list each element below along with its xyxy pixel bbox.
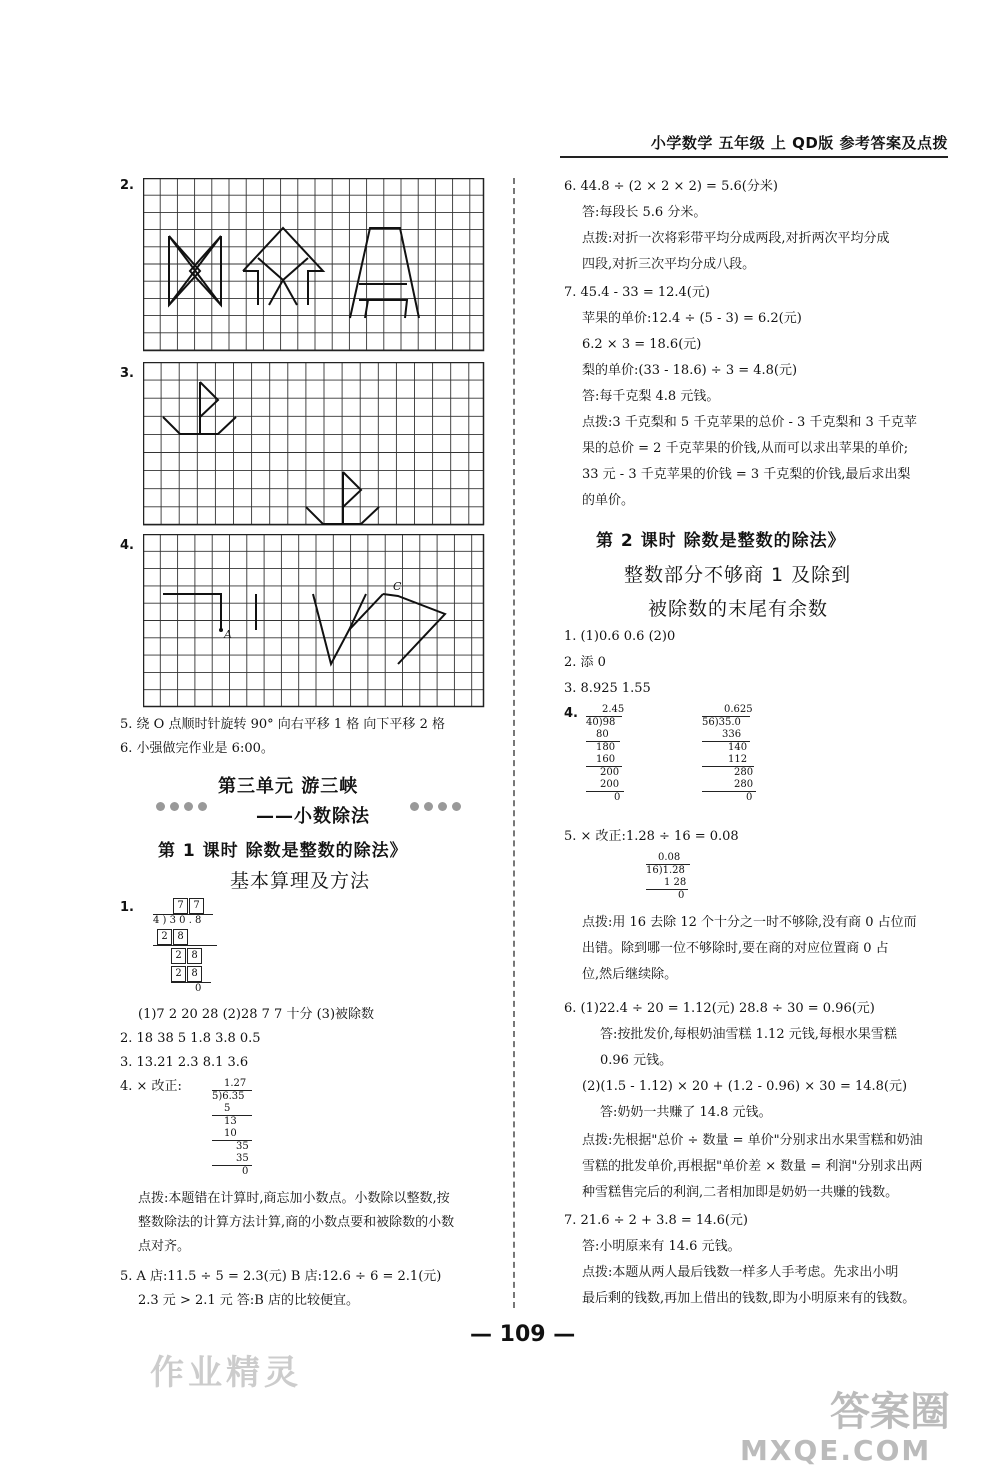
lesson-1-title: 第 1 课时 除数是整数的除法》: [158, 841, 408, 861]
step: 180: [586, 741, 620, 754]
l2-q4-long-division-2: [702, 704, 756, 804]
l2-tip-3: 位,然后继续除。: [582, 967, 678, 982]
dividend-row: 16)1.28: [646, 864, 690, 877]
quotient: 0.625: [724, 704, 753, 715]
step: 1 28: [664, 877, 687, 888]
l1-tip-line-1: 点拨:本题错在计算时,商忘加小数点。小数除以整数,按: [138, 1191, 450, 1206]
l2-question-4-number: 4.: [564, 706, 578, 721]
quotient: 1.27: [224, 1078, 247, 1089]
remainder: 0: [195, 983, 202, 994]
answer-7-line-3: 6.2 × 3 = 18.6(元): [582, 337, 702, 352]
l2-answer-1: 1. (1)0.6 0.6 (2)0: [564, 629, 676, 644]
step: 200: [586, 766, 622, 779]
l2-answer-3: 3. 8.925 1.55: [564, 681, 651, 696]
l2-answer-6-line-4: (2)(1.5 - 1.12) × 20 + (1.2 - 0.96) × 30 = 14.8(元): [582, 1079, 908, 1094]
l1-answer-1: (1)7 2 20 28 (2)28 7 7 十分 (3)被除数: [138, 1007, 375, 1022]
l2-answer-6-line-1: 6. (1)22.4 ÷ 20 = 1.12(元) 28.8 ÷ 30 = 0.96(元): [564, 1001, 875, 1016]
l2-answer-7-line-1: 7. 21.6 ÷ 2 + 3.8 = 14.6(元): [564, 1213, 748, 1228]
lesson-1-subtitle: 基本算理及方法: [230, 870, 371, 892]
step: 80: [596, 729, 609, 740]
answer-5-rotation: 5. 绕 O 点顺时针旋转 90° 向右平移 1 格 向下平移 2 格: [120, 717, 445, 732]
question-4-number: 4.: [120, 538, 134, 553]
l2-answer-2: 2. 添 0: [564, 655, 606, 670]
lesson-2-subtitle-2: 被除数的末尾有余数: [648, 598, 829, 620]
answer-6-line-2: 答:每段长 5.6 分米。: [582, 205, 707, 220]
page-number: — 109 —: [470, 1322, 576, 1347]
remainder: 0: [646, 889, 688, 902]
point-c-label: C: [393, 580, 402, 593]
l2-answer-6-tip-2: 雪糕的批发单价,再根据"单价差 × 数量 = 利润"分别求出两: [582, 1159, 923, 1174]
answer-7-line-4: 梨的单价:(33 - 18.6) ÷ 3 = 4.8(元): [582, 363, 798, 378]
step: 112: [728, 754, 748, 765]
remainder: 0: [586, 791, 624, 804]
grid-figure-q2: [143, 178, 485, 352]
site-watermark-logo: 答案圈: [830, 1389, 950, 1435]
l2-tip-2: 出错。除到哪一位不够除时,要在商的对应位置商 0 占: [582, 941, 889, 956]
unit-subtitle: ——小数除法: [256, 806, 370, 827]
answer-7-tip-1: 点拨:3 千克梨和 5 千克苹果的总价 - 3 千克梨和 3 千克苹: [582, 415, 917, 430]
column-divider: [513, 178, 515, 1308]
grid-figure-q3: [143, 362, 485, 526]
step-digit-box: 8: [173, 929, 188, 945]
l2-answer-6-tip-3: 种雪糕售完后的利润,二者相加即是奶奶一共赚的钱数。: [582, 1185, 899, 1200]
watermark-logo: 作业精灵: [150, 1353, 302, 1393]
step: 35: [212, 1140, 252, 1153]
step-digit-box: 8: [187, 966, 202, 982]
l2-answer-6-tip-1: 点拨:先根据"总价 ÷ 数量 = 单价"分别求出水果雪糕和奶油: [582, 1133, 923, 1148]
decorative-dots-left: [156, 796, 212, 815]
answer-7-tip-2: 果的总价 = 2 千克苹果的价钱,从而可以求出苹果的单价;: [582, 441, 909, 456]
answer-7-line-2: 苹果的单价:12.4 ÷ (5 - 3) = 6.2(元): [582, 311, 802, 326]
answer-7-line-5: 答:每千克梨 4.8 元钱。: [582, 389, 720, 404]
decorative-dots-right: [410, 796, 466, 815]
l2-q4-long-division-1: [586, 704, 624, 804]
answer-7-tip-4: 的单价。: [582, 493, 635, 508]
site-watermark-url: MXQE.COM: [740, 1434, 932, 1467]
dividend-row: 40)98: [586, 716, 622, 729]
step: 5: [224, 1103, 231, 1114]
l1-question-1-number: 1.: [120, 900, 134, 915]
running-header: 小学数学 五年级 上 QD版 参考答案及点拨: [650, 134, 948, 152]
l1-answer-5-line-2: 2.3 元 > 2.1 元 答:B 店的比较便宜。: [138, 1293, 359, 1308]
unit-title: 第三单元 游三峡: [218, 776, 359, 797]
dividend-row: 5)6.35: [212, 1090, 252, 1103]
question-2-number: 2.: [120, 178, 134, 193]
quotient: 2.45: [602, 704, 625, 715]
step: 280: [702, 766, 754, 779]
l2-answer-5: 5. × 改正:1.28 ÷ 16 = 0.08: [564, 829, 739, 844]
dividend-row: 56)35.0: [702, 716, 750, 729]
grid-figure-q4: [143, 534, 485, 708]
l2-answer-6-line-5: 答:奶奶一共赚了 14.8 元钱。: [600, 1105, 772, 1120]
step: 35: [236, 1153, 249, 1164]
quotient-digit-box: 7: [173, 898, 188, 914]
l1-answer-3: 3. 13.21 2.3 8.1 3.6: [120, 1055, 249, 1070]
answer-7-tip-3: 33 元 - 3 千克苹果的价钱 = 3 千克梨的价钱,最后求出梨: [582, 467, 911, 482]
l2-answer-7-tip-1: 点拨:本题从两人最后钱数一样多人手考虑。先求出小明: [582, 1265, 899, 1280]
step-digit-box: 2: [157, 929, 172, 945]
answer-6-tip-2: 四段,对折三次平均分成八段。: [582, 257, 756, 272]
step: 200: [600, 779, 620, 790]
step: 160: [596, 754, 616, 765]
l1-answer-4: 4. × 改正:: [120, 1079, 182, 1094]
quotient-digit-box: 7: [189, 898, 204, 914]
l1-q1-long-division: [145, 898, 217, 995]
l2-answer-6-line-2: 答:按批发价,每根奶油雪糕 1.12 元钱,每根水果雪糕: [600, 1027, 897, 1042]
l1-tip-line-3: 点对齐。: [138, 1239, 191, 1254]
l1-tip-line-2: 整数除法的计算方法计算,商的小数点要和被除数的小数: [138, 1215, 455, 1230]
answer-6-line-1: 6. 44.8 ÷ (2 × 2 × 2) = 5.6(分米): [564, 179, 778, 194]
step-digit-box: 2: [171, 948, 186, 964]
l2-answer-7-line-2: 答:小明原来有 14.6 元钱。: [582, 1239, 741, 1254]
question-3-number: 3.: [120, 366, 134, 381]
lesson-2-title: 第 2 课时 除数是整数的除法》: [596, 531, 846, 551]
step: 140: [702, 741, 750, 754]
quotient: 0.08: [658, 852, 681, 863]
step: 280: [734, 779, 754, 790]
answer-6-tip-1: 点拨:对折一次将彩带平均分成两段,对折两次平均分成: [582, 231, 890, 246]
step-digit-box: 8: [187, 948, 202, 964]
l2-q5-long-division: [646, 852, 690, 902]
l1-answer-2: 2. 18 38 5 1.8 3.8 0.5: [120, 1031, 261, 1046]
l2-answer-6-line-3: 0.96 元钱。: [600, 1053, 673, 1068]
step: 13: [212, 1115, 252, 1128]
l1-q4-long-division: [212, 1078, 252, 1178]
answer-6-time: 6. 小强做完作业是 6:00。: [120, 741, 274, 756]
l2-tip-1: 点拨:用 16 去除 12 个十分之一时不够除,没有商 0 占位而: [582, 915, 917, 930]
remainder: 0: [212, 1165, 252, 1178]
answer-7-line-1: 7. 45.4 - 33 = 12.4(元): [564, 285, 710, 300]
dividend-row: 4 ) 3 0 . 8: [153, 914, 213, 927]
step-digit-box: 2: [171, 966, 186, 982]
l2-answer-7-tip-2: 最后剩的钱数,再加上借出的钱数,即为小明原来有的钱数。: [582, 1291, 916, 1306]
step: 336: [722, 729, 742, 740]
remainder: 0: [702, 791, 756, 804]
l1-answer-5-line-1: 5. A 店:11.5 ÷ 5 = 2.3(元) B 店:12.6 ÷ 6 = 2.1(元): [120, 1269, 442, 1284]
point-a-label: A: [224, 628, 232, 641]
header-rule: [560, 156, 948, 158]
step: 10: [224, 1128, 237, 1139]
lesson-2-subtitle-1: 整数部分不够商 1 及除到: [624, 564, 852, 586]
